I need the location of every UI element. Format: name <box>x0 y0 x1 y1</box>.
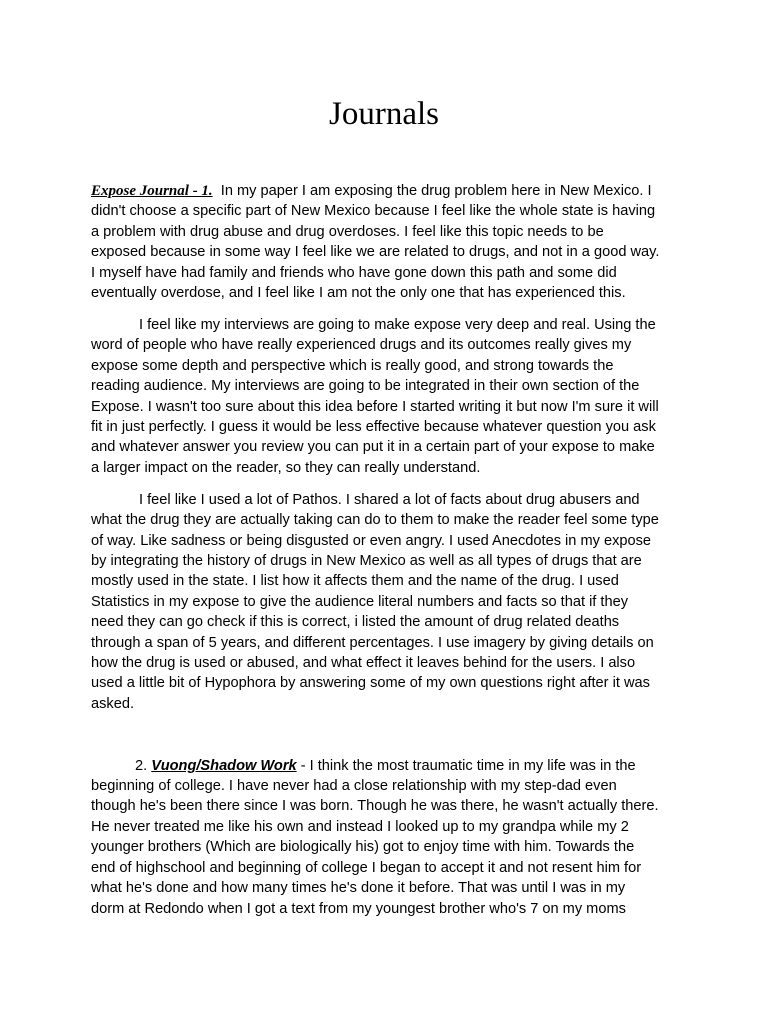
journal-1-paragraph-2 <box>91 315 683 478</box>
text-line: He never treated me like his own and instead I looked up to my grandpa while my 2 <box>91 818 629 835</box>
text-line: I feel like my interviews are going to make expose very deep and real. Using the <box>139 316 656 333</box>
journal-2-heading: Vuong/Shadow Work <box>151 757 297 774</box>
text-line: though he's been there since I was born. Though he was there, he wasn't actually there. <box>91 798 659 815</box>
text-line: how the drug is used or abused, and what effect it leaves behind for the users. I also <box>91 654 636 671</box>
text-line: word of people who have really experienced drugs and its outcomes really gives my <box>91 337 632 354</box>
text-line: I feel like I used a lot of Pathos. I shared a lot of facts about drug abusers and <box>139 491 640 508</box>
text-line: of way. Like sadness or being disgusted or even angry. I used Anecdotes in my expose <box>91 532 652 549</box>
text-line: eventually overdose, and I feel like I am not the only one that has experienced this. <box>91 285 626 302</box>
text-line: In my paper I am exposing the drug problem here in New Mexico. I <box>220 183 652 199</box>
text-line: beginning of college. I have never had a close relationship with my step-dad even <box>91 778 617 795</box>
text-line: a larger impact on the reader, so they can really understand. <box>91 459 481 476</box>
text-line: end of highschool and beginning of college I began to accept it and not resent him for <box>91 859 642 876</box>
text-line: fit in just perfectly. I guess it would be less effective because whatever question you ask <box>91 418 656 435</box>
page-title: Journals <box>329 96 439 132</box>
text-line: and whatever answer you review you can put it in a certain part of your expose to make <box>91 439 655 456</box>
text-line: younger brothers (Which are biologically his) got to enjoy time with him. Towards the <box>91 839 635 856</box>
document-body <box>91 181 683 930</box>
text-line: asked. <box>91 695 134 712</box>
text-line: need they can go check if this is correct, i listed the amount of drug related deaths <box>91 614 620 631</box>
text-line: by integrating the history of drugs in New Mexico as well as all types of drugs that are <box>91 552 642 569</box>
journal-1-paragraph-3 <box>91 490 683 714</box>
text-line: Statistics in my expose to give the audience literal numbers and facts so that if they <box>91 593 629 610</box>
journal-2-paragraph-1 <box>91 756 683 919</box>
text-line: reading audience. My interviews are going to be integrated in their own section of the <box>91 378 640 395</box>
text-line: expose some depth and perspective which is really good, and strong towards the <box>91 357 614 374</box>
text-line: dorm at Redondo when I got a text from my youngest brother who's 7 on my moms <box>91 900 626 917</box>
text-line: didn't choose a specific part of New Mexico because I feel like the whole state is having <box>91 203 656 220</box>
text-line: what he's done and how many times he's done it before. That was until I was in my <box>91 880 626 897</box>
text-line: mostly used in the state. I list how it affects them and the name of the drug. I used <box>91 573 619 590</box>
journal-1-heading: Expose Journal - 1. <box>91 183 213 199</box>
text-line: I myself have had family and friends who have gone down this path and some did <box>91 264 617 281</box>
text-line: exposed because in some way I feel like we are related to drugs, and not in a good way. <box>91 244 660 261</box>
journal-1-paragraph-1 <box>91 181 683 303</box>
journal-2-number: 2. <box>135 757 148 774</box>
text-line: Expose. I wasn't too sure about this idea before I started writing it but now I'm sure it will <box>91 398 659 415</box>
text-line: used a little bit of Hypophora by answering some of my own questions right after it was <box>91 675 650 692</box>
text-line: - I think the most traumatic time in my life was in the <box>300 757 636 774</box>
section-spacer <box>91 726 683 756</box>
text-line: through a span of 5 years, and different percentages. I use imagery by giving details on <box>91 634 654 651</box>
text-line: what the drug they are actually taking can do to them to make the reader feel some type <box>91 512 659 529</box>
text-line: a problem with drug abuse and drug overdoses. I feel like this topic needs to be <box>91 223 604 240</box>
